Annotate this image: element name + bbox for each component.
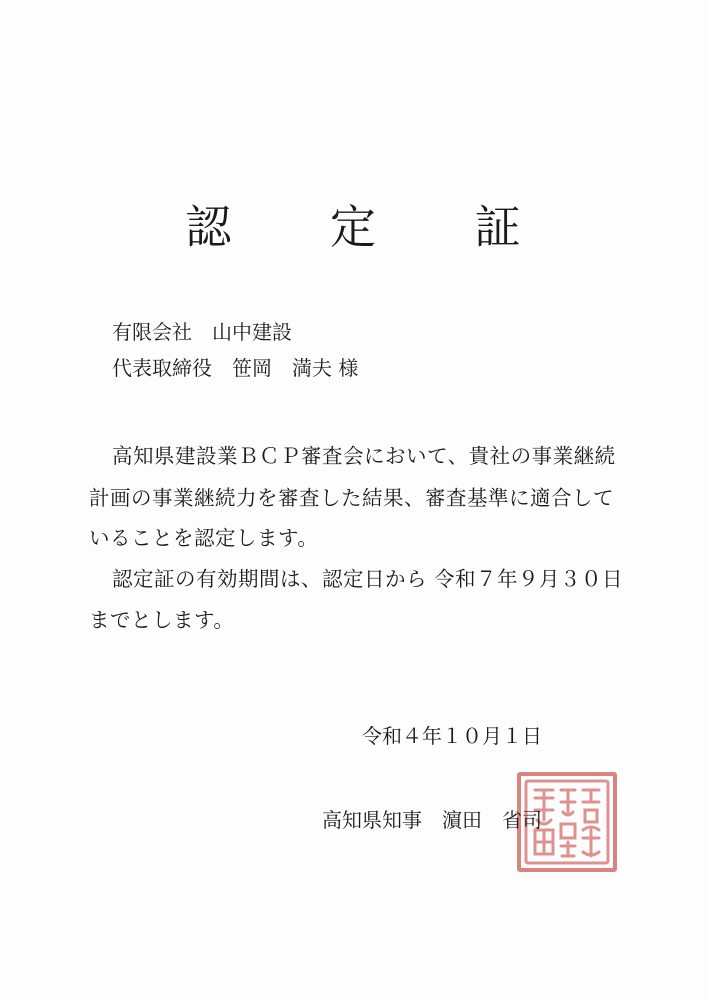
recipient-company: 有限会社 山中建設: [112, 320, 292, 344]
body-line: いることを認定します。: [89, 526, 319, 550]
body-line: 計画の事業継続力を審査した結果、審査基準に適合して: [89, 486, 614, 510]
body-line: 認定証の有効期間は、認定日から 令和７年９月３０日: [112, 567, 624, 591]
signer-name: 高知県知事 濵田 省司: [322, 808, 542, 832]
recipient-representative: 代表取締役 笹岡 満夫 様: [112, 356, 359, 380]
body-line: までとします。: [89, 608, 235, 632]
certificate-title: 認 定 証: [185, 199, 563, 254]
certification-date: 令和４年１０月１日: [362, 724, 542, 748]
body-line: 高知県建設業ＢＣＰ審査会において、貴社の事業継続: [112, 444, 616, 468]
